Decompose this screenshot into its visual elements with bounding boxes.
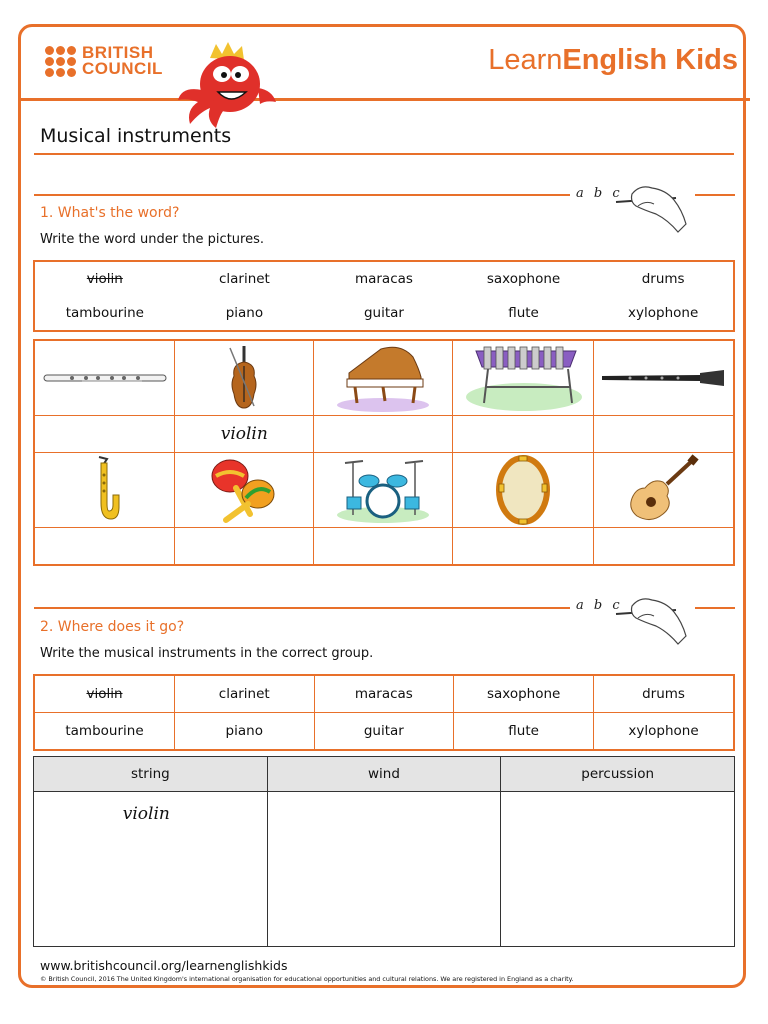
logo-line-2: COUNCIL xyxy=(82,59,163,78)
picture-cell xyxy=(175,453,314,528)
section1-instruction: Write the word under the pictures. xyxy=(40,232,264,247)
group-answer-wind[interactable] xyxy=(267,792,501,947)
word-guitar: guitar xyxy=(314,713,454,751)
violin-icon xyxy=(224,344,264,412)
answer-cell[interactable] xyxy=(593,528,734,566)
piano-icon xyxy=(335,343,431,413)
monster-mascot-icon xyxy=(172,40,282,130)
drums-icon xyxy=(335,455,431,525)
picture-cell xyxy=(593,453,734,528)
logo-learn: Learn xyxy=(488,44,563,76)
writing-hand-icon xyxy=(612,180,692,236)
word-saxophone: saxophone xyxy=(486,271,561,287)
word-clarinet: clarinet xyxy=(218,271,270,287)
answer-cell[interactable] xyxy=(453,416,593,453)
header-divider xyxy=(18,98,750,101)
answer-cell[interactable] xyxy=(175,528,314,566)
word-tambourine: tambourine xyxy=(34,713,174,751)
section2-rule-right xyxy=(695,607,735,609)
group-answer-percussion[interactable] xyxy=(501,792,735,947)
british-council-logo xyxy=(45,45,163,77)
picture-grid xyxy=(33,339,735,566)
picture-cell xyxy=(593,340,734,416)
writing-hand-icon xyxy=(612,592,692,648)
page-title: Musical instruments xyxy=(40,125,232,147)
guitar-icon xyxy=(623,454,703,526)
section2-word-box xyxy=(33,674,735,751)
flute-icon xyxy=(42,368,168,388)
answer-cell[interactable]: violin xyxy=(175,416,314,453)
footer-copyright: © British Council, 2016 The United Kingdom's international organisation for educational opportunities and cultural relations. We are registered in England as a charity. xyxy=(40,975,574,983)
word-clarinet: clarinet xyxy=(174,675,314,713)
picture-cell xyxy=(453,340,593,416)
british-council-dots-icon xyxy=(45,46,76,77)
section2-rule-left xyxy=(34,607,570,609)
group-answer-string[interactable] xyxy=(34,792,268,947)
word-drums: drums xyxy=(594,675,734,713)
answer-cell[interactable] xyxy=(34,416,175,453)
word-maracas: maracas xyxy=(314,675,454,713)
picture-cell xyxy=(34,453,175,528)
group-header-percussion: percussion xyxy=(501,757,735,792)
word-saxophone: saxophone xyxy=(454,675,594,713)
section1-word-box xyxy=(33,260,735,332)
tambourine-icon xyxy=(493,454,553,526)
group-answer-text: violin xyxy=(122,804,170,824)
group-header-wind: wind xyxy=(267,757,501,792)
picture-cell xyxy=(175,340,314,416)
footer-url[interactable]: www.britishcouncil.org/learnenglishkids xyxy=(40,958,288,973)
section2-abc: a b c xyxy=(576,598,623,613)
word-violin: violin xyxy=(34,675,174,713)
title-divider xyxy=(34,153,734,155)
word-flute: flute xyxy=(508,305,539,321)
word-guitar: guitar xyxy=(363,305,404,321)
section1-heading: 1. What's the word? xyxy=(40,205,180,221)
section1-rule-left xyxy=(34,194,570,196)
picture-cell xyxy=(34,340,175,416)
xylophone-icon xyxy=(464,343,582,413)
word-drums: drums xyxy=(641,271,685,287)
picture-cell xyxy=(453,453,593,528)
logo-english-kids: English Kids xyxy=(562,44,738,76)
word-piano: piano xyxy=(174,713,314,751)
word-maracas: maracas xyxy=(354,271,413,287)
word-flute: flute xyxy=(454,713,594,751)
section2-instruction: Write the musical instruments in the correct group. xyxy=(40,646,374,661)
section1-abc: a b c xyxy=(576,186,623,201)
learnenglish-kids-logo xyxy=(488,44,738,77)
word-tambourine: tambourine xyxy=(65,305,144,321)
picture-cell xyxy=(314,453,453,528)
word-piano: piano xyxy=(225,305,264,321)
group-table xyxy=(33,756,735,947)
group-header-string: string xyxy=(34,757,268,792)
answer-cell[interactable] xyxy=(34,528,175,566)
answer-cell[interactable] xyxy=(314,416,453,453)
section2-heading: 2. Where does it go? xyxy=(40,619,185,635)
saxophone-icon xyxy=(87,455,123,525)
word-violin: violin xyxy=(86,271,123,287)
logo-line-1: BRITISH xyxy=(82,43,154,62)
clarinet-icon xyxy=(600,368,726,388)
picture-cell xyxy=(314,340,453,416)
section1-rule-right xyxy=(695,194,735,196)
maracas-icon xyxy=(204,454,284,526)
answer-cell[interactable] xyxy=(593,416,734,453)
word-xylophone: xylophone xyxy=(594,713,734,751)
answer-cell[interactable] xyxy=(453,528,593,566)
word-xylophone: xylophone xyxy=(628,305,699,321)
answer-cell[interactable] xyxy=(314,528,453,566)
